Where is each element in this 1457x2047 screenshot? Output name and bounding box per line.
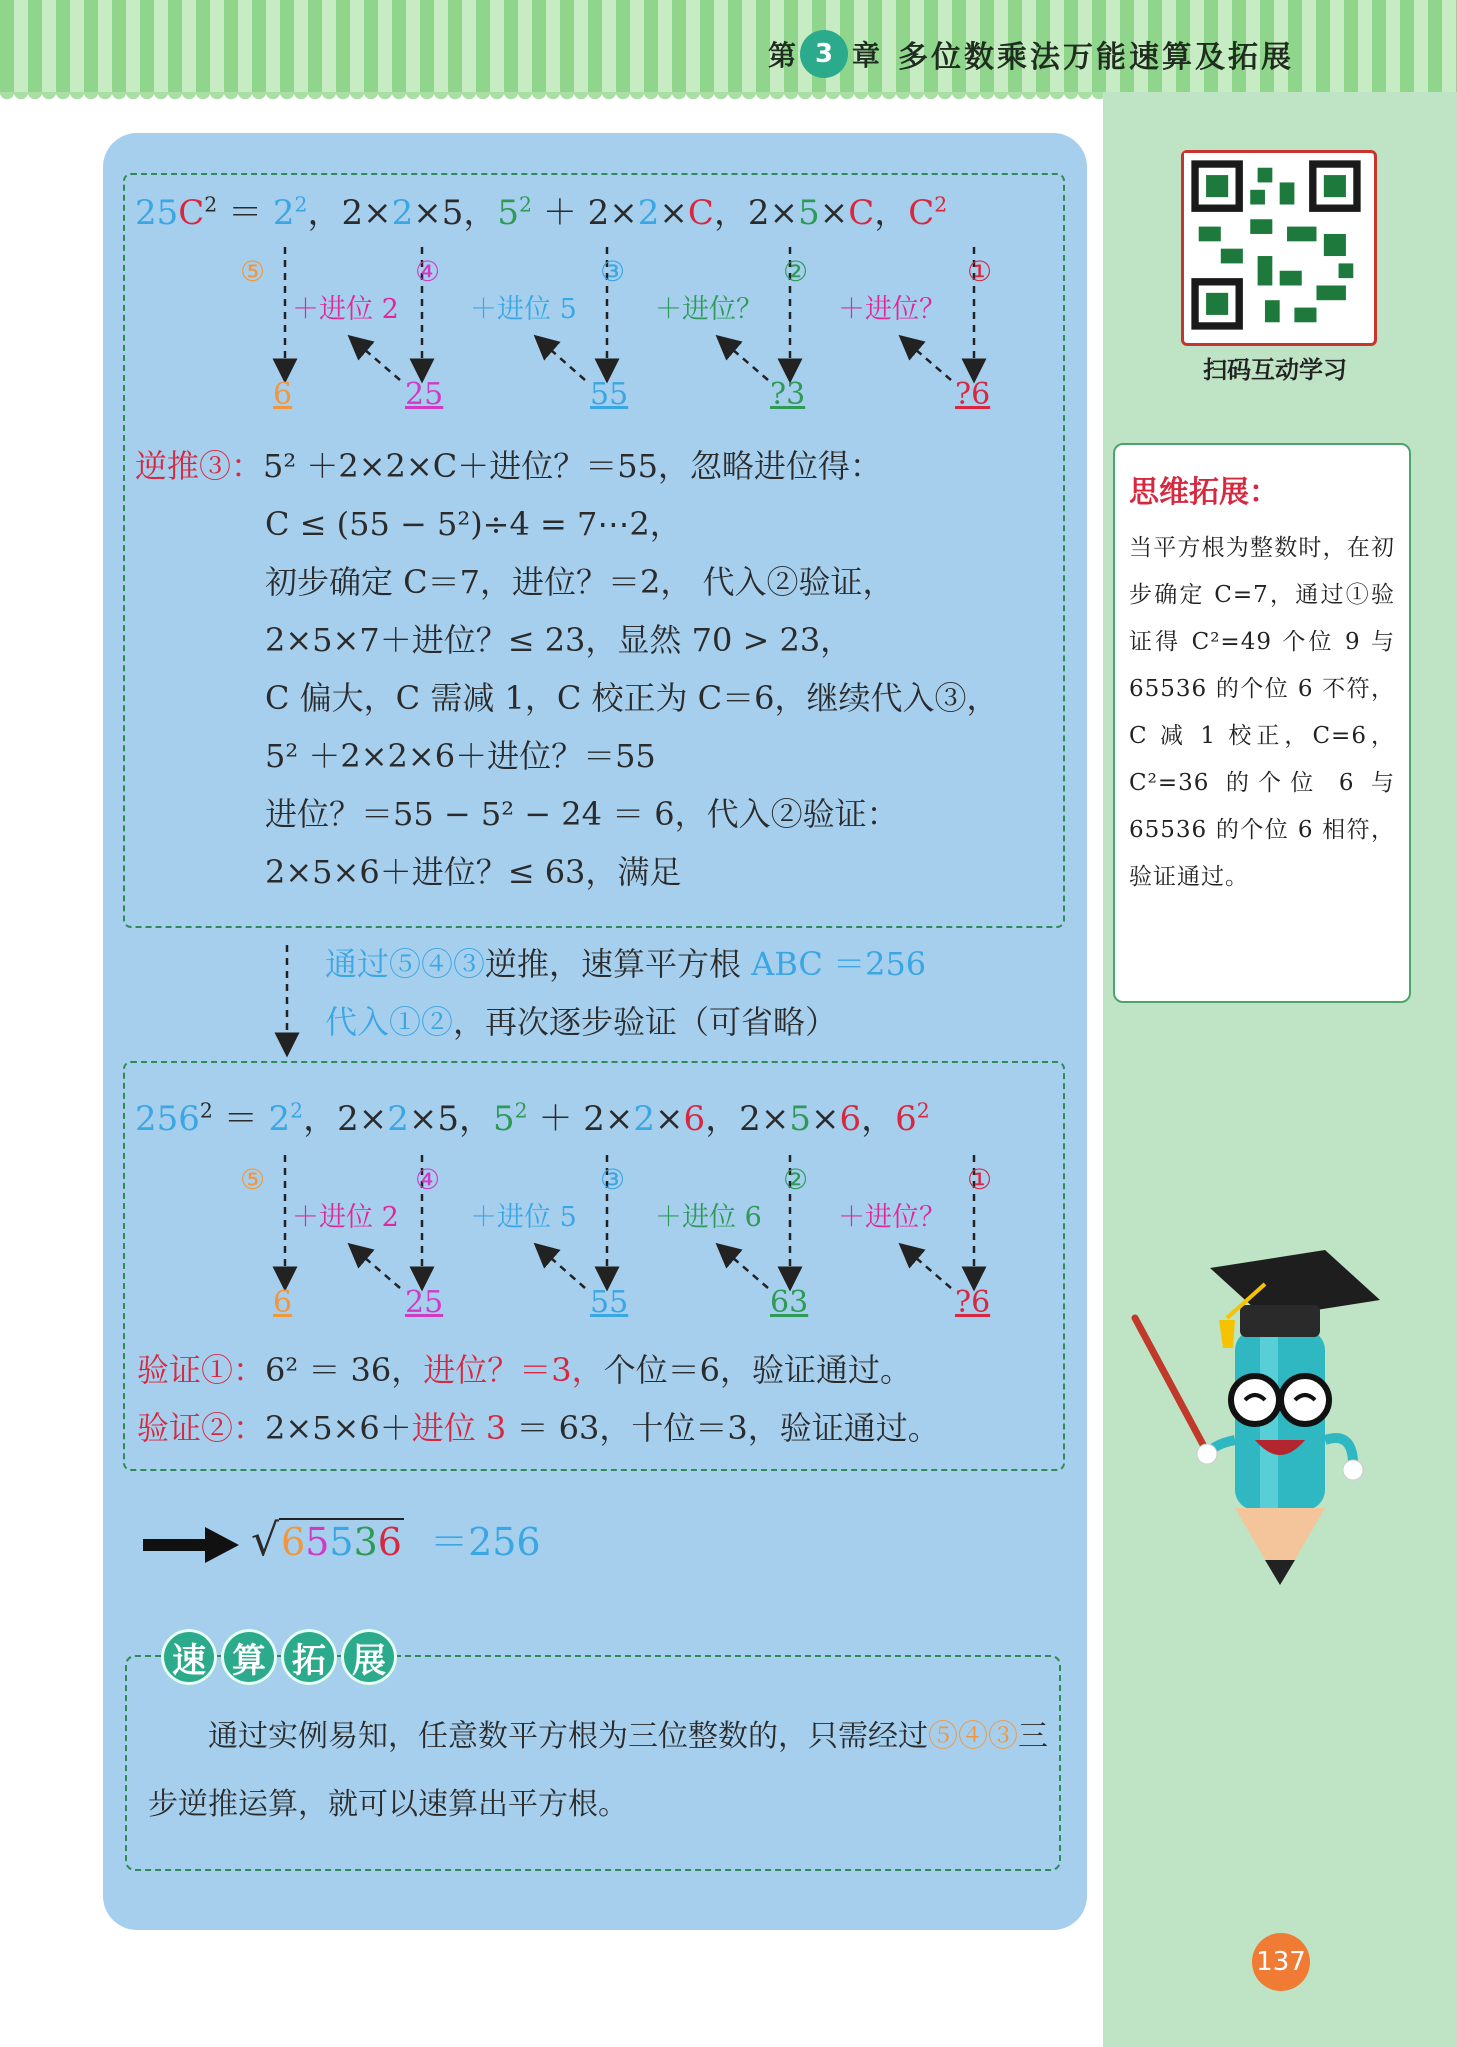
pencil-mascot [1115,1240,1415,1600]
circled-2: ② [783,255,809,288]
circled-5b: ⑤ [240,1163,266,1196]
verify-2b: 进位 3 [411,1409,507,1447]
right-arrow-icon [143,1525,243,1565]
carry-step-b4: ＋进位？ [838,1202,946,1233]
result-digit-5: ?6 [955,377,991,412]
verify-2a: 2×5×6＋ [265,1409,412,1447]
reverse-line-7: 进位？＝55 − 5² − 24 ＝ 6，代入②验证： [265,795,899,833]
ext-char-2: 算 [221,1629,277,1685]
reverse-line-5: C 偏大，C 需减 1，C 校正为 C＝6，继续代入③， [265,679,999,717]
carry-step-2: ＋进位 5 [470,294,577,325]
circled-3: ③ [600,255,626,288]
carry-step-1: ＋进位 2 [292,294,399,325]
verify-1b: 进位？＝3， [423,1351,604,1389]
sqrt-digit-2: 5 [305,1520,330,1564]
reverse-label: 逆推③： [135,447,264,485]
reverse-line-2: C ≤ (55 − 5²)÷4 = 7⋯2， [265,505,682,543]
extension-text [148,1703,1048,1839]
mid-abc: ABC [751,945,823,983]
carry-step-b1: ＋进位 2 [292,1202,399,1233]
result-digit-2: 25 [405,377,444,412]
qr-label: 扫码互动学习 [1203,356,1347,384]
ext-char-3: 拓 [281,1629,337,1685]
page-number: 137 [1252,1933,1310,1991]
carry-step-3: ＋进位？ [655,294,763,325]
qr-code-icon [1184,153,1368,337]
result-digit-1: 6 [273,377,293,412]
result-b2: 25 [405,1285,444,1320]
eq-lhs: 25 [135,193,179,233]
verify-label-2: 验证②： [137,1409,266,1447]
ext-char-1: 速 [161,1629,217,1685]
sqrt-digit-4: 3 [353,1520,378,1564]
tip-card [1113,443,1411,1003]
chapter-number: 3 [800,30,848,78]
eq-lhs-c: C [178,193,205,233]
ext-circled: ⑤④③ [928,1719,1018,1754]
eq2-lhs: 256 [135,1099,200,1139]
carry-step-b2: ＋进位 5 [470,1202,577,1233]
carry-step-4: ＋进位？ [838,294,946,325]
equation-line-1: $25C^2 = 2^2$，2×2×5，$5^2 + 2\times 2\times C$，2×5×C，$C^2$ [135,192,948,233]
ext-text-2: 三步逆推运算，就可以速算出平方根。 [148,1719,1048,1822]
reverse-line-1: 5² ＋2×2×C＋进位？＝55，忽略进位得： [263,447,882,485]
tip-title: 思维拓展： [1129,475,1279,510]
result-digit-3: 55 [590,377,629,412]
sqrt-digit-5: 6 [377,1520,402,1564]
chapter-prefix: 第 [768,39,797,72]
reverse-line-3: 初步确定 C＝7，进位？＝2， 代入②验证， [265,563,895,601]
sqrt-digit-1: 6 [281,1520,306,1564]
sqrt-result: √65536 ＝256 [251,1515,541,1566]
mid-circled-2: 代入①② [325,1003,454,1041]
equation-box-2 [123,1061,1065,1471]
ext-char-4: 展 [341,1629,397,1685]
mid-text-2: ，再次逐步验证（可省略） [453,1003,838,1041]
chapter-title: 多位数乘法万能速算及拓展 [898,40,1295,75]
circled-1: ① [967,255,993,288]
eq2-last: 6 [895,1099,917,1139]
main-panel [103,133,1087,1930]
circled-3b: ③ [600,1163,626,1196]
circled-1b: ① [967,1163,993,1196]
arrows-2 [125,1063,1067,1313]
verification [137,1341,940,1457]
result-b1: 6 [273,1285,293,1320]
verify-1c: 个位＝6，验证通过。 [603,1351,913,1389]
verify-2c: ＝ 63，十位＝3，验证通过。 [506,1409,940,1447]
mid-text-1: 逆推，速算平方根 [485,945,752,983]
sidebar [1103,92,1457,2047]
qr-code[interactable] [1181,150,1377,346]
verify-label-1: 验证①： [137,1351,266,1389]
reverse-derivation [135,437,999,901]
sqrt-equals: ＝256 [430,1520,541,1564]
circled-4b: ④ [415,1163,441,1196]
sqrt-digit-3: 5 [329,1520,354,1564]
verify-1a: 6² ＝ 36， [265,1351,424,1389]
result-digit-4: ?3 [770,377,806,412]
down-arrow [273,943,333,1063]
chapter-heading [768,24,1294,84]
result-b3: 55 [590,1285,629,1320]
middle-note [325,935,926,1051]
circled-4: ④ [415,255,441,288]
result-b5: ?6 [955,1285,991,1320]
ext-text-1: 通过实例易知，任意数平方根为三位整数的，只需经过 [208,1719,928,1754]
reverse-line-8: 2×5×6＋进位？≤ 63，满足 [265,853,682,891]
reverse-line-4: 2×5×7＋进位？≤ 23，显然 70 > 23， [265,621,853,659]
mid-circled: 通过⑤④③ [325,945,486,983]
equation-box-1 [123,173,1065,928]
reverse-line-6: 5² ＋2×2×6＋进位？＝55 [265,737,656,775]
carry-step-b3: ＋进位 6 [655,1202,762,1233]
equation-line-2: $256^2 = 2^2$，2×2×5，$5^2 + 2\times 2\times 6$，2×5×6，$6^2$ [135,1098,930,1139]
chapter-suffix: 章 [852,39,881,72]
circled-2b: ② [783,1163,809,1196]
extension-title [161,1629,397,1685]
tip-text: 当平方根为整数时，在初步确定 C=7，通过①验证得 C²=49 个位 9 与 65536 的个位 6 不符，C 减 1 校正，C=6，C²=36 的个位 6 与 65536 的个位 6 相符，验证通过。 [1129,535,1395,890]
mid-result: ＝256 [822,945,927,983]
circled-5: ⑤ [240,255,266,288]
result-b4: 63 [770,1285,809,1320]
